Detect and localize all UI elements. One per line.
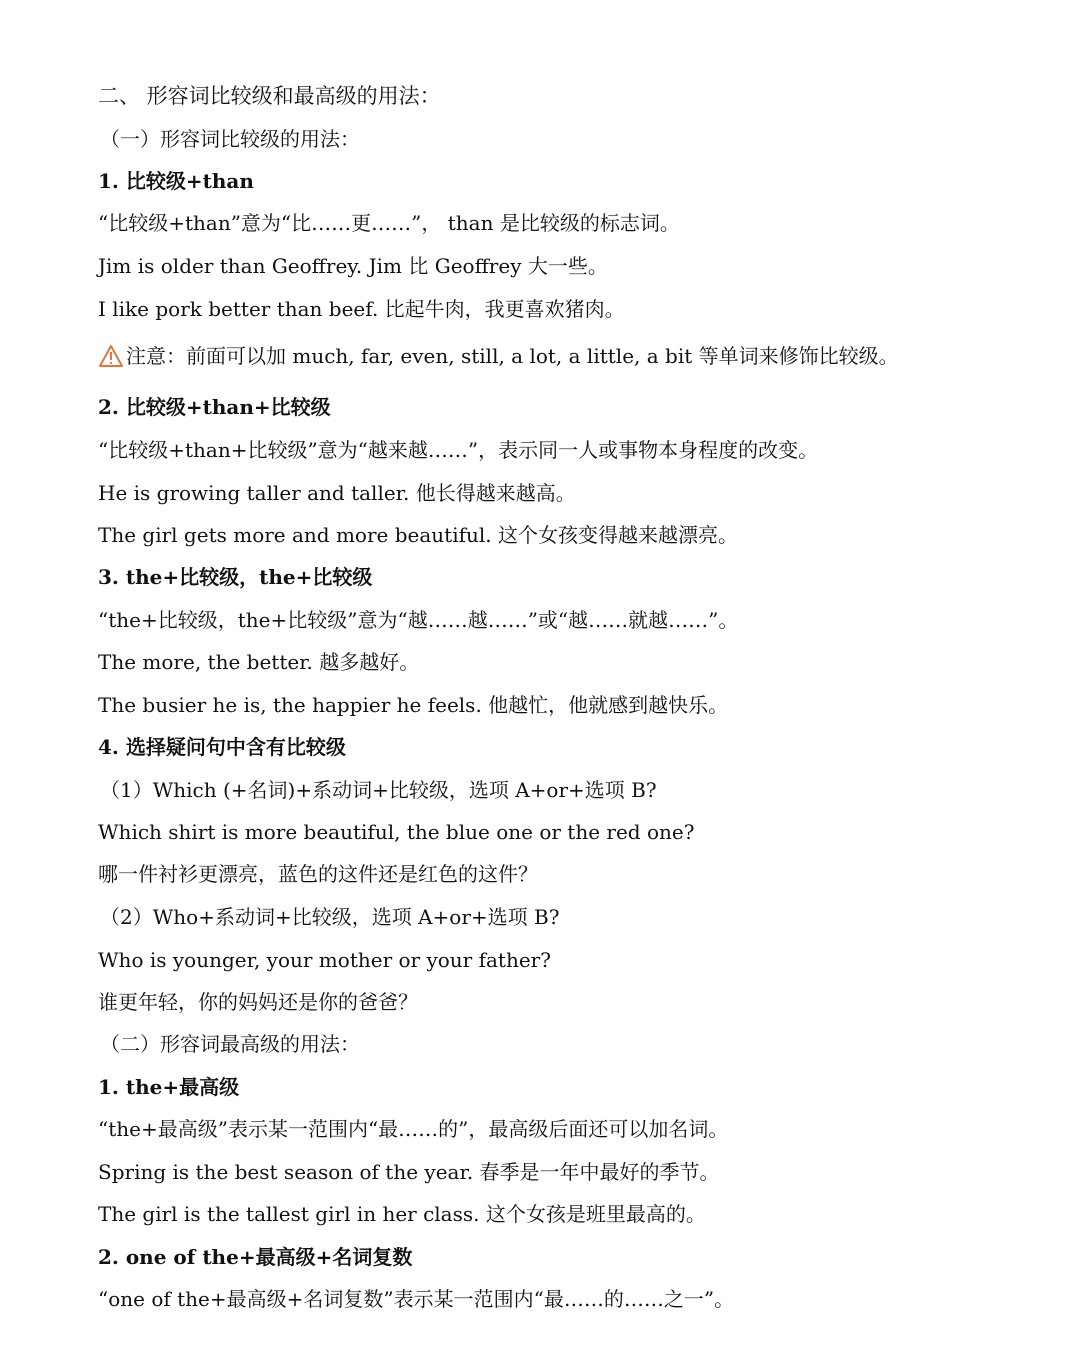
rule-pattern: （2）Who+系动词+比较级，选项 A+or+选项 B? — [100, 905, 560, 929]
warning-text: 注意：前面可以加 much, far, even, still, a lot, a little, a bit 等单词来修饰比较级。 — [126, 344, 899, 368]
rule-title: 1. 比较级+than — [98, 169, 254, 193]
rule-title: 2. 比较级+than+比较级 — [98, 395, 331, 419]
rule-description: “比较级+than+比较级”意为“越来越……”，表示同一人或事物本身程度的改变。 — [98, 438, 819, 462]
example-sentence: I like pork better than beef. 比起牛肉，我更喜欢猪肉。 — [98, 297, 625, 321]
example-sentence: The more, the better. 越多越好。 — [98, 650, 420, 674]
subsection-heading: （二）形容词最高级的用法： — [100, 1032, 360, 1056]
example-translation: 哪一件衬衫更漂亮，蓝色的这件还是红色的这件？ — [98, 862, 538, 886]
subsection-heading: （一）形容词比较级的用法： — [100, 127, 360, 151]
rule-description: “比较级+than”意为“比……更……”， than 是比较级的标志词。 — [98, 211, 680, 235]
rule-description: “the+最高级”表示某一范围内“最……的”，最高级后面还可以加名词。 — [98, 1117, 729, 1141]
rule-title: 3. the+比较级，the+比较级 — [98, 565, 373, 589]
rule-title: 4. 选择疑问句中含有比较级 — [98, 735, 346, 759]
example-sentence: The busier he is, the happier he feels. 他越忙，他就感到越快乐。 — [98, 693, 729, 717]
example-sentence: Who is younger, your mother or your father? — [98, 948, 551, 972]
example-sentence: He is growing taller and taller. 他长得越来越高。 — [98, 481, 576, 505]
rule-description: “one of the+最高级+名词复数”表示某一范围内“最……的……之一”。 — [98, 1287, 735, 1311]
example-sentence: The girl gets more and more beautiful. 这个女孩变得越来越漂亮。 — [98, 523, 738, 547]
example-sentence: The girl is the tallest girl in her class. 这个女孩是班里最高的。 — [98, 1202, 706, 1226]
example-translation: 谁更年轻，你的妈妈还是你的爸爸？ — [98, 990, 418, 1014]
example-sentence: Which shirt is more beautiful, the blue one or the red one? — [98, 820, 695, 844]
warning-triangle-icon — [98, 344, 124, 368]
rule-title: 1. the+最高级 — [98, 1075, 240, 1099]
rule-title: 2. one of the+最高级+名词复数 — [98, 1245, 413, 1269]
warning-note — [98, 342, 1050, 370]
example-sentence: Jim is older than Geoffrey. Jim 比 Geoffrey 大一些。 — [98, 254, 608, 278]
section-heading: 二、 形容词比较级和最高级的用法： — [98, 84, 441, 108]
rule-description: “the+比较级，the+比较级”意为“越……越……”或“越……就越……”。 — [98, 608, 739, 632]
rule-pattern: （1）Which (+名词)+系动词+比较级，选项 A+or+选项 B? — [100, 778, 657, 802]
example-sentence: Spring is the best season of the year. 春季是一年中最好的季节。 — [98, 1160, 720, 1184]
